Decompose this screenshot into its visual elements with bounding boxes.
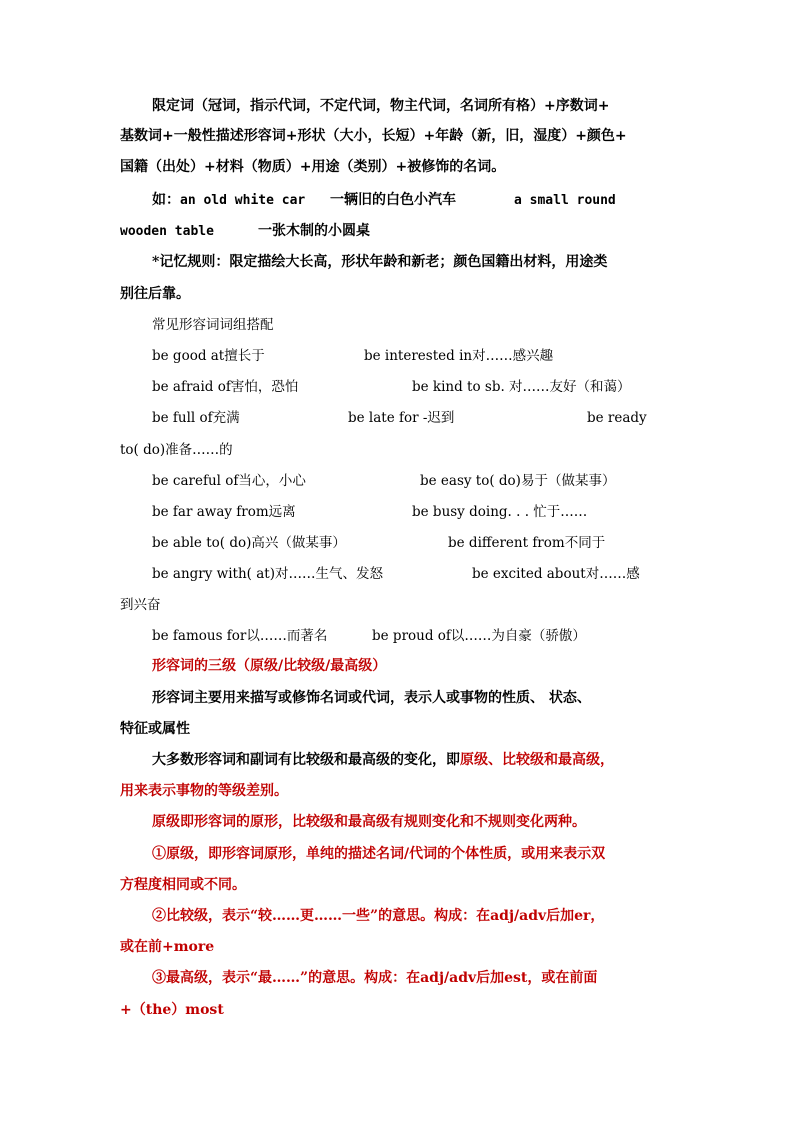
example-1-english: an old white car	[180, 193, 306, 208]
phrase-item: be careful of当心，小心	[152, 473, 306, 489]
example-label: 如：	[152, 192, 180, 208]
phrases-heading: 常见形容词词组搭配	[152, 317, 274, 333]
phrase-item: be famous for以……而著名	[152, 628, 328, 644]
phrase-item-continued: 到兴奋	[120, 597, 161, 613]
example-1-chinese: 一辆旧的白色小汽车	[330, 192, 456, 208]
phrase-item: be proud of以……为自豪（骄傲）	[372, 628, 586, 644]
order-rule-line-1: 限定词（冠词，指示代词，不定代词，物主代词，名词所有格）+序数词+	[152, 98, 610, 114]
degrees-paragraph-1-highlight: 原级、比较级和最高级，	[460, 752, 614, 768]
example-2-english-part-1: a small round	[514, 193, 616, 208]
phrase-item: be able to( do)高兴（做某事）	[152, 535, 346, 551]
degree-item-comparative-line-2: 或在前+more	[120, 939, 215, 955]
degrees-paragraph-1-line-1	[152, 750, 614, 770]
memory-rule-line-1: *记忆规则：限定描绘大长高，形状年龄和新老；颜色国籍出材料，用途类	[152, 254, 608, 270]
order-rule-line-2: 基数词+一般性描述形容词+形状（大小，长短）+年龄（新，旧，湿度）+颜色+	[120, 128, 627, 144]
degrees-paragraph-1-line-2: 用来表示事物的等级差别。	[120, 783, 288, 799]
degree-item-positive-line-2: 方程度相同或不同。	[120, 877, 246, 893]
phrase-item: be ready	[587, 410, 647, 426]
example-2-chinese: 一张木制的小圆桌	[258, 223, 370, 239]
example-2-english-part-2: wooden table	[120, 224, 214, 239]
degree-item-positive-line-1: ①原级，即形容词原形，单纯的描述名词/代词的个体性质，或用来表示双	[152, 846, 606, 862]
degrees-intro-line-1: 形容词主要用来描写或修饰名词或代词，表示人或事物的性质、 状态、	[152, 690, 591, 706]
order-rule-line-3: 国籍（出处）+材料（物质）+用途（类别）+被修饰的名词。	[120, 159, 506, 175]
memory-rule-line-2: 别往后靠。	[120, 286, 190, 302]
phrase-item: be busy doing. . . 忙于……	[412, 504, 588, 520]
degrees-paragraph-1-text: 大多数形容词和副词有比较级和最高级的变化，即	[152, 752, 460, 768]
phrase-item: be full of充满	[152, 410, 240, 426]
degree-item-superlative-line-1: ③最高级，表示“最……”的意思。构成：在adj/adv后加est，或在前面	[152, 970, 598, 986]
phrase-item: be far away from远离	[152, 504, 296, 520]
phrase-item: be different from不同于	[448, 535, 606, 551]
phrase-item: be afraid of害怕，恐怕	[152, 379, 299, 395]
degrees-paragraph-2: 原级即形容词的原形，比较级和最高级有规则变化和不规则变化两种。	[152, 814, 586, 830]
phrase-item: be excited about对……感	[472, 566, 640, 582]
degree-item-superlative-line-2: +（the）most	[120, 1002, 224, 1018]
phrase-item: be angry with( at)对……生气、发怒	[152, 566, 383, 582]
phrase-item: be interested in对……感兴趣	[364, 348, 554, 364]
phrase-item: be easy to( do)易于（做某事）	[420, 473, 616, 489]
degrees-intro-line-2: 特征或属性	[120, 721, 190, 737]
phrase-item: be good at擅长于	[152, 348, 265, 364]
phrase-item: be late for -迟到	[348, 410, 455, 426]
phrase-item: be kind to sb. 对……友好（和蔼）	[412, 379, 631, 395]
phrase-item-continued: to( do)准备……的	[120, 442, 233, 458]
degrees-heading: 形容词的三级（原级/比较级/最高级）	[152, 658, 387, 674]
degree-item-comparative-line-1: ②比较级，表示“较……更……一些”的意思。构成：在adj/adv后加er，	[152, 908, 605, 924]
example-line-1	[152, 190, 305, 211]
